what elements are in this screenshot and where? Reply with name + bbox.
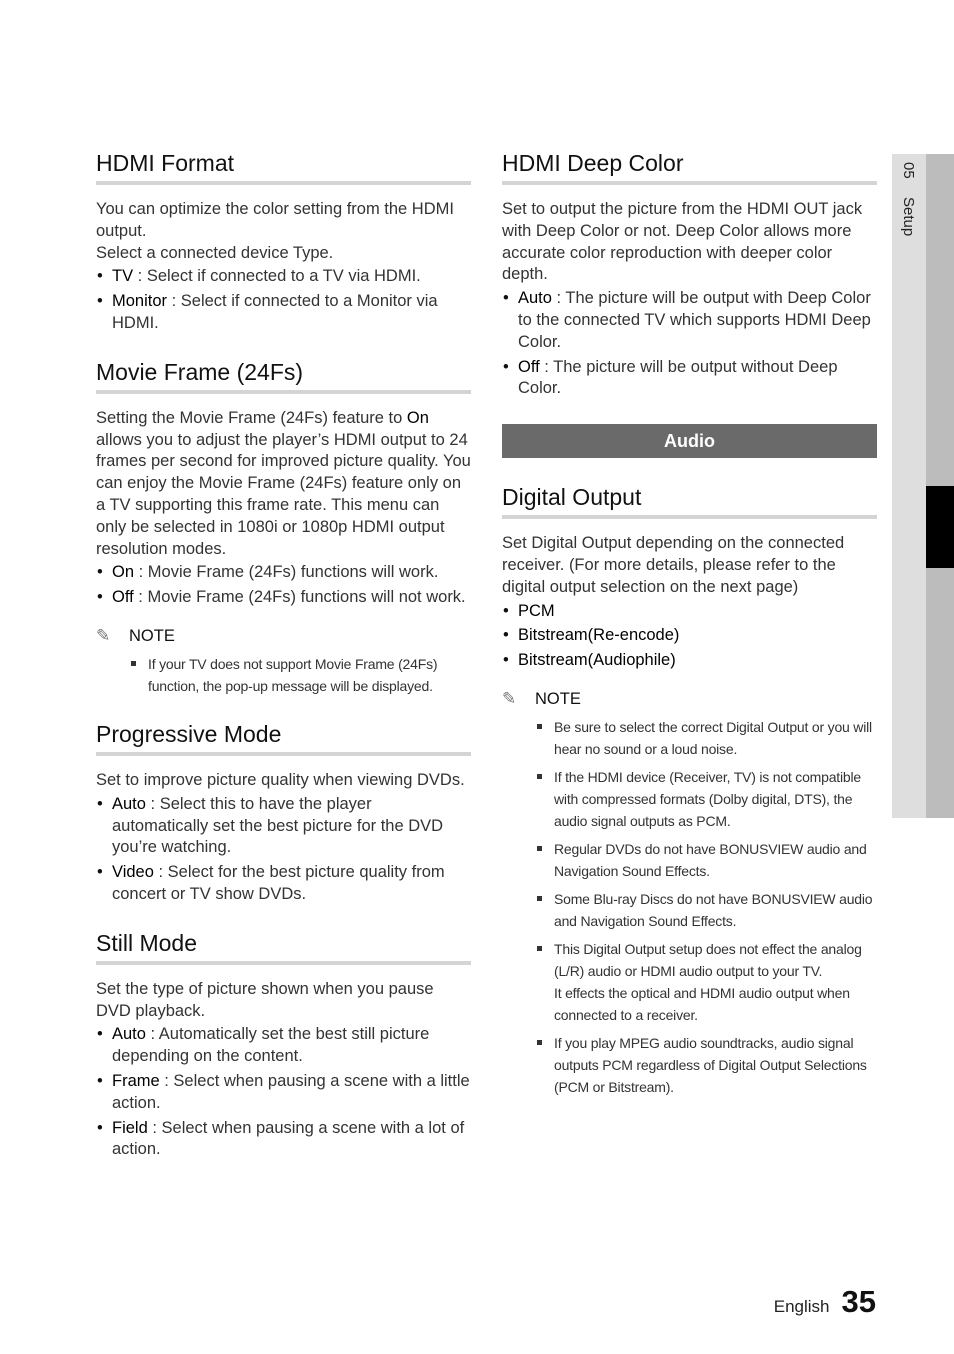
intro-text: allows you to adjust the player’s HDMI output to 24 frames per second for improved picture quality. You can enjoy the Movie Frame (24Fs) feature only on a TV supporting this frame rate. This menu can only be selected in 1080i or 1080p HDMI output resolution modes. [96,430,471,558]
option-desc: : Movie Frame (24Fs) functions will work. [134,563,439,582]
movie-frame-note [96,625,471,697]
note-item: If the HDMI device (Receiver, TV) is not compatible with compressed formats (Dolby digital, DTS), the audio signal outputs as PCM. [502,766,877,832]
tab-band [926,568,954,818]
note-item: Some Blu-ray Discs do not have BONUSVIEW audio and Navigation Sound Effects. [502,888,877,932]
hdmi-format-intro-2: Select a connected device Type. [96,243,334,262]
option-term: Monitor [112,292,168,311]
chapter-label [900,162,917,250]
note-label: NOTE [129,626,175,645]
digital-output-options [502,601,877,672]
option-term: Video [112,863,154,882]
list-item [96,587,471,609]
option-desc: : Movie Frame (24Fs) functions will not work. [133,588,466,607]
hdmi-format-heading: HDMI Format [96,150,471,185]
pencil-icon: ✎ [96,625,111,645]
note-item: If you play MPEG audio soundtracks, audio signal outputs PCM regardless of Digital Output Selections (PCM or Bitstream). [502,1032,877,1098]
option-desc: : Select if connected to a Monitor via HDMI. [112,292,438,332]
hdmi-format-options [96,266,471,334]
hdmi-deep-color-options [502,288,877,400]
section-progressive-mode [96,721,471,906]
section-hdmi-deep-color [502,150,877,400]
option-term: TV [112,267,134,286]
note-list [96,653,471,697]
hdmi-deep-color-intro: Set to output the picture from the HDMI OUT jack with Deep Color or not. Deep Color allows more accurate color reproduction with deeper color depth. [502,200,863,284]
movie-frame-options [96,562,471,609]
right-column [502,150,877,1122]
list-item [96,1024,471,1068]
still-mode-intro: Set the type of picture shown when you pause DVD playback. [96,979,434,1020]
note-list [502,716,877,1098]
option-desc: : Select this to have the player automatically set the best picture for the DVD you’re watching. [112,794,444,857]
note-header [96,625,471,647]
page-footer [774,1284,876,1320]
audio-section-bar: Audio [502,424,877,458]
list-item [502,625,877,647]
page-number: 35 [841,1284,876,1319]
section-hdmi-format [96,150,471,335]
progressive-mode-heading: Progressive Mode [96,721,471,756]
note-line: It effects the optical and HDMI audio output when connected to a receiver. [554,984,850,1023]
list-item [96,1118,471,1162]
tab-band-active [926,486,954,568]
option-term: Auto [112,794,146,813]
option-desc: : The picture will be output without Deep Color. [518,357,838,398]
note-label: NOTE [535,689,581,708]
option-desc: : The picture will be output with Deep Color to the connected TV which supports HDMI Deep Color. [518,289,871,351]
list-item [96,862,471,906]
option-term: PCM [518,601,555,620]
list-item [502,357,877,401]
still-mode-heading: Still Mode [96,930,471,965]
note-item: If your TV does not support Movie Frame (24Fs) function, the pop-up message will be displayed. [96,653,471,697]
list-item [502,601,877,623]
tab-band [926,154,954,486]
option-term: Auto [112,1025,146,1044]
option-term: Bitstream(Audiophile) [518,651,676,670]
digital-output-heading: Digital Output [502,484,877,519]
still-mode-options [96,1024,471,1161]
note-line: This Digital Output setup does not effect the analog (L/R) audio or HDMI audio output to your TV. [554,940,862,979]
digital-output-note [502,688,877,1098]
option-term: Bitstream(Re-encode) [518,626,680,645]
intro-term: On [406,408,429,427]
left-column [96,150,471,1185]
list-item [96,794,471,859]
list-item [502,288,877,353]
note-item [502,938,877,1026]
list-item [502,650,877,672]
option-term: Frame [112,1071,160,1090]
list-item [96,266,471,288]
note-header [502,688,877,710]
note-item: Regular DVDs do not have BONUSVIEW audio and Navigation Sound Effects. [502,838,877,882]
intro-text: Setting the Movie Frame (24Fs) feature to [96,408,407,427]
progressive-mode-options [96,794,471,906]
list-item [96,291,471,335]
list-item [96,1071,471,1115]
section-still-mode [96,930,471,1161]
note-item: Be sure to select the correct Digital Output or you will hear no sound or a loud noise. [502,716,877,760]
option-term: Auto [518,289,552,308]
option-desc: : Select when pausing a scene with a little action. [112,1071,470,1112]
footer-language: English [773,1297,830,1316]
option-term: On [112,563,135,582]
digital-output-intro: Set Digital Output depending on the connected receiver. (For more details, please refer to the digital output selection on the next page) [502,534,845,596]
section-movie-frame [96,359,471,697]
option-term: Off [518,357,540,376]
option-desc: : Select when pausing a scene with a lot of action. [112,1118,465,1159]
pencil-icon: ✎ [502,688,517,708]
movie-frame-heading: Movie Frame (24Fs) [96,359,471,394]
option-desc: : Select for the best picture quality from concert or TV show DVDs. [112,863,445,903]
chapter-number: 05 [900,162,917,179]
chapter-tab [892,154,954,818]
option-desc: : Automatically set the best still picture depending on the content. [112,1025,430,1066]
option-term: Off [112,588,134,607]
hdmi-deep-color-heading: HDMI Deep Color [502,150,877,185]
list-item [96,562,471,584]
section-digital-output [502,484,877,1098]
progressive-mode-intro: Set to improve picture quality when viewing DVDs. [96,770,465,789]
movie-frame-intro [96,408,471,561]
chapter-title: Setup [900,196,917,237]
option-desc: : Select if connected to a TV via HDMI. [133,267,421,286]
option-term: Field [112,1118,148,1137]
hdmi-format-intro: You can optimize the color setting from the HDMI output. [96,200,454,240]
